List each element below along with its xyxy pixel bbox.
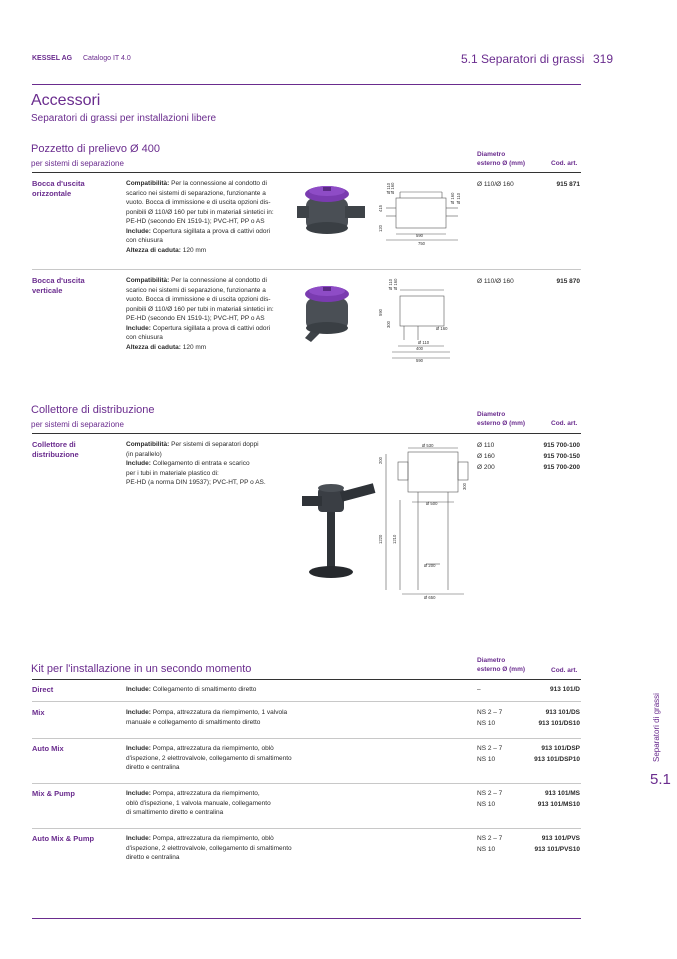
sec1-row-divider	[32, 269, 581, 270]
dim-label: Ø 160	[393, 278, 398, 290]
dim-label: 1210	[392, 534, 397, 544]
desc-line: ponibili Ø 110/Ø 160 per tubi in materiali sintetici in:	[126, 305, 274, 313]
technical-drawing-horizontal	[378, 180, 468, 252]
ns-item: NS 2 – 7	[477, 709, 503, 716]
product-image-sampling-vertical	[297, 280, 369, 350]
sec1-row1-code: 915 871	[556, 181, 580, 188]
desc-line: diretto e centralina	[126, 764, 180, 771]
kit-name: Auto Mix	[32, 744, 64, 753]
kit-desc	[126, 789, 346, 818]
dim-label: 415	[378, 205, 383, 212]
code-item: 913 101/PVS	[541, 835, 580, 842]
kit-code	[500, 684, 580, 695]
sec2-subtitle: per sistemi di separazione	[31, 420, 124, 429]
code-item: 913 101/DS	[545, 709, 580, 716]
desc-line: Include: Collegamento di smaltimento diretto	[126, 686, 257, 693]
desc-line: Include: Copertura sigillata a prova di cattivi odori	[126, 324, 271, 332]
dim-label: 1220	[378, 534, 383, 544]
dim-label: Ø 160	[450, 192, 455, 204]
page-number: 319	[593, 52, 614, 66]
ns-item: NS 10	[477, 756, 496, 763]
name-l1: Collettore di	[32, 440, 76, 449]
desc-line: Compatibilità: Per sistemi di separatori doppi	[126, 441, 259, 448]
desc-line: vuoto. Bocca di immissione e di uscita opzioni dis-	[126, 199, 271, 206]
sec2-title: Collettore di distribuzione	[31, 404, 155, 416]
desc-line: scarico nei sistemi di separazione, funzionante a	[126, 286, 266, 294]
code-item: 913 101/PVS10	[534, 846, 580, 853]
sec2-codes	[520, 440, 580, 473]
desc-line: Altezza di caduta: 120 mm	[126, 246, 207, 254]
ns-item: –	[477, 686, 481, 693]
sec2-rule	[32, 433, 581, 434]
kit-desc	[126, 708, 346, 727]
dim-label: Ø 160	[436, 326, 448, 331]
ns-item: NS 10	[477, 720, 496, 727]
sec1-rule	[32, 172, 581, 173]
dim-label: Ø 200	[424, 563, 436, 568]
ns-item: NS 2 – 7	[477, 745, 503, 752]
sec1-row2-diameter: Ø 110/Ø 160	[477, 278, 514, 285]
diameter-item: Ø 110	[477, 442, 495, 449]
side-tab	[648, 670, 668, 765]
kit-ns	[477, 684, 481, 695]
technical-drawing-manifold	[372, 440, 472, 600]
kit-ns	[477, 743, 502, 765]
sec1-row2-code: 915 870	[556, 278, 580, 285]
dim-label: 200	[378, 457, 383, 464]
name-l1: Bocca d'uscita	[32, 179, 85, 188]
kit-code	[500, 788, 580, 810]
dim-label: Ø 110	[418, 340, 430, 345]
dim-label: Ø 530	[422, 443, 434, 448]
col-diameter-l1: Diametro	[477, 151, 506, 158]
desc-line: PE-HD (secondo EN 1519-1); PVC-HT, PP o AS	[126, 218, 265, 225]
name-l1: Bocca d'uscita	[32, 276, 85, 285]
sec1-subtitle: per sistemi di separazione	[31, 159, 124, 168]
desc-line: PE-HD (a norma DIN 19537); PVC-HT, PP o AS.	[126, 479, 266, 486]
col-diameter-l1: Diametro	[477, 411, 506, 418]
brand-label: KESSEL AG	[32, 55, 73, 62]
kit-name: Auto Mix & Pump	[32, 834, 95, 843]
ns-item: NS 2 – 7	[477, 835, 503, 842]
code-item: 913 101/D	[550, 686, 580, 693]
sec1-col-diameter	[477, 150, 525, 168]
desc-line: d'ispezione, 2 elettrovalvole, collegamento di smaltimento	[126, 754, 292, 762]
desc-line: oblò d'ispezione, 1 valvola manuale, collegamento	[126, 799, 271, 807]
desc-line: Include: Pompa, attrezzatura da riempimento, oblò	[126, 745, 274, 752]
desc-line: Include: Pompa, attrezzatura da riempimento, oblò	[126, 835, 274, 842]
dim-label: 300	[386, 321, 391, 328]
code-item: 915 700-200	[543, 464, 580, 471]
desc-line: (in parallelo)	[126, 450, 162, 458]
desc-line: PE-HD (secondo EN 1519-1); PVC-HT, PP o AS	[126, 315, 265, 322]
sec2-col-code: Cod. art.	[551, 420, 578, 427]
dim-label: 750	[418, 241, 425, 246]
sec1-row2-name	[32, 276, 85, 296]
desc-line: scarico nei sistemi di separazione, funzionante a	[126, 189, 266, 197]
kit-divider	[32, 828, 581, 829]
sec1-col-code: Cod. art.	[551, 160, 578, 167]
kit-ns	[477, 788, 502, 810]
code-item: 915 700-150	[543, 453, 580, 460]
desc-line: d'ispezione, 2 elettrovalvole, collegamento di smaltimento	[126, 844, 292, 852]
page-title: Accessori	[31, 92, 101, 109]
dim-label: 590	[378, 309, 383, 316]
desc-line: per i tubi in materiale plastico di:	[126, 469, 219, 477]
sec1-row1-desc	[126, 179, 311, 255]
diameter-item: Ø 200	[477, 464, 495, 471]
sec1-row1-name	[32, 179, 85, 199]
sec3-col-code: Cod. art.	[551, 667, 578, 674]
sec3-title: Kit per l'installazione in un secondo momento	[31, 663, 252, 675]
desc-line: diretto e centralina	[126, 854, 180, 861]
dim-label: Ø 500	[426, 501, 438, 506]
kit-divider	[32, 701, 581, 702]
dim-label: 300	[462, 483, 467, 490]
header-rule	[32, 84, 581, 85]
col-diameter-l2: esterno Ø (mm)	[477, 420, 526, 427]
dim-label: Ø 650	[424, 595, 436, 600]
desc-line: Compatibilità: Per la connessione al condotto di	[126, 277, 267, 284]
kit-ns	[477, 833, 502, 855]
desc-line: Include: Collegamento di entrata e scarico	[126, 460, 250, 467]
desc-line: Compatibilità: Per la connessione al condotto di	[126, 180, 267, 187]
dim-label: 400	[416, 346, 423, 351]
desc-line: Include: Pompa, attrezzatura da riempimento, 1 valvola	[126, 709, 288, 716]
product-image-distribution-manifold	[300, 474, 378, 584]
desc-line: di smaltimento diretto e centralina	[126, 809, 224, 816]
kit-divider	[32, 783, 581, 784]
dim-label: Ø 110	[456, 192, 461, 204]
dim-label: Ø 160	[390, 182, 395, 194]
code-item: 913 101/DSP	[541, 745, 580, 752]
product-image-sampling-horizontal	[297, 180, 369, 250]
ns-item: NS 10	[477, 801, 496, 808]
dim-label: 120	[378, 225, 383, 232]
name-l2: orizzontale	[32, 189, 72, 198]
kit-name: Mix	[32, 708, 45, 717]
code-item: 913 101/DSP10	[534, 756, 580, 763]
dim-label: 590	[416, 233, 423, 238]
desc-line: Include: Copertura sigillata a prova di cattivi odori	[126, 227, 271, 235]
col-diameter-l2: esterno Ø (mm)	[477, 160, 526, 167]
sec1-title: Pozzetto di prelievo Ø 400	[31, 143, 161, 155]
side-tab-label: Separatori di grassi	[652, 693, 661, 762]
sec3-rule	[32, 679, 581, 680]
kit-name: Mix & Pump	[32, 789, 75, 798]
sec3-col-diameter	[477, 656, 525, 674]
name-l2: distribuzione	[32, 450, 79, 459]
page-subtitle: Separatori di grassi per installazioni libere	[31, 113, 217, 124]
dim-label: 590	[416, 358, 423, 363]
sec2-row-desc	[126, 440, 311, 488]
kit-name: Direct	[32, 685, 54, 694]
technical-drawing-vertical	[378, 276, 468, 364]
ns-item: NS 10	[477, 846, 496, 853]
diameter-item: Ø 160	[477, 453, 495, 460]
code-item: 915 700-100	[543, 442, 580, 449]
sec2-diameters	[477, 440, 495, 473]
ns-item: NS 2 – 7	[477, 790, 503, 797]
desc-line: con chiusura	[126, 237, 163, 244]
sec1-row1-diameter: Ø 110/Ø 160	[477, 181, 514, 188]
kit-code	[500, 743, 580, 765]
section-title: 5.1 Separatori di grassi	[461, 52, 585, 66]
desc-line: Include: Pompa, attrezzatura da riempimento,	[126, 790, 260, 797]
dim-label: Ø 110	[388, 278, 393, 290]
kit-desc	[126, 685, 346, 695]
dim-label: Ø 110	[386, 182, 391, 194]
kit-divider	[32, 738, 581, 739]
name-l2: verticale	[32, 286, 63, 295]
kit-desc	[126, 834, 346, 863]
kit-code	[500, 707, 580, 729]
kit-code	[500, 833, 580, 855]
catalog-label: Catalogo IT 4.0	[83, 55, 131, 62]
code-item: 913 101/MS	[544, 790, 580, 797]
footer-rule	[32, 918, 581, 919]
desc-line: Altezza di caduta: 120 mm	[126, 343, 207, 351]
desc-line: con chiusura	[126, 334, 163, 341]
desc-line: ponibili Ø 110/Ø 160 per tubi in materiali sintetici in:	[126, 208, 274, 216]
desc-line: manuale e collegamento di smaltimento diretto	[126, 718, 261, 726]
code-item: 913 101/DS10	[538, 720, 580, 727]
sec2-row-name	[32, 440, 79, 460]
desc-line: vuoto. Bocca di immissione e di uscita opzioni dis-	[126, 296, 271, 303]
kit-ns	[477, 707, 502, 729]
col-diameter-l2: esterno Ø (mm)	[477, 666, 526, 673]
side-section-number: 5.1	[650, 771, 671, 788]
code-item: 913 101/MS10	[537, 801, 580, 808]
sec2-col-diameter	[477, 410, 525, 428]
sec1-row2-desc	[126, 276, 311, 352]
kit-desc	[126, 744, 346, 773]
col-diameter-l1: Diametro	[477, 657, 506, 664]
